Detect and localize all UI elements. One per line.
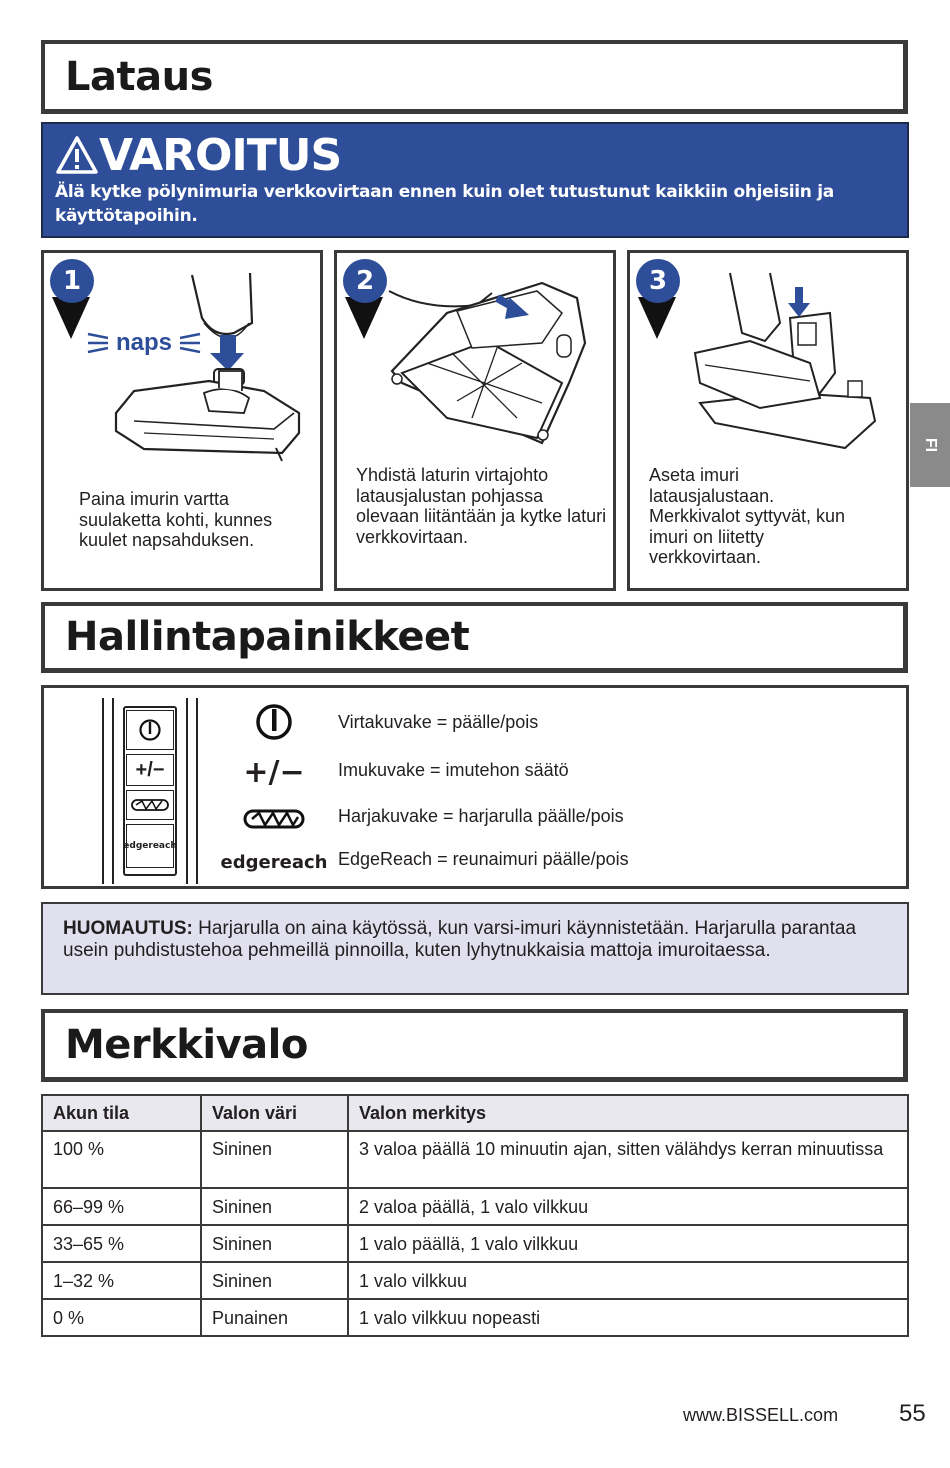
control-icon <box>224 754 324 790</box>
column-header: Valon merkitys <box>348 1095 908 1131</box>
edgereach-icon: edgereach <box>220 851 328 873</box>
table-cell: 3 valoa päällä 10 minuutin ajan, sitten välähdys kerran minuutissa <box>348 1131 908 1188</box>
step-number: 1 <box>50 259 94 303</box>
warning-box <box>41 122 909 238</box>
indicator-light-table <box>41 1094 909 1337</box>
control-description: Virtakuvake = päälle/pois <box>338 712 539 732</box>
table-row <box>42 1225 908 1262</box>
table-header-row <box>42 1095 908 1131</box>
power-icon <box>254 702 294 742</box>
step-number: 3 <box>636 259 680 303</box>
control-description: Harjakuvake = harjarulla päälle/pois <box>338 806 624 826</box>
step-text: Paina imurin vartta suulaketta kohti, kunnes kuulet napsahduksen. <box>79 489 273 550</box>
step-1 <box>41 250 323 591</box>
section-title: Hallintapainikkeet <box>65 614 470 660</box>
sound-lines-right-icon <box>176 330 202 356</box>
footer-url: www.BISSELL.com <box>683 1405 839 1425</box>
brushroll-icon <box>243 807 305 831</box>
step-text: Aseta imuri latausjalustaan. Merkkivalot syttyvät, kun imuri on liitetty verkkovirtaan. <box>649 465 846 567</box>
step-text: Yhdistä laturin virtajohto latausjalustan pohjassa olevaan liitäntään ja kytke laturi verkkovirtaan. <box>356 465 607 547</box>
table-cell: Sininen <box>201 1131 348 1188</box>
table-cell: 100 % <box>42 1131 201 1188</box>
table-row <box>42 1188 908 1225</box>
section-header-lataus <box>41 40 908 114</box>
control-icon <box>220 848 328 876</box>
step-number: 2 <box>343 259 387 303</box>
suction-icon: +/− <box>243 754 305 790</box>
edgereach-button: edgereach <box>126 824 174 868</box>
table-row <box>42 1262 908 1299</box>
table-cell: 1–32 % <box>42 1262 201 1299</box>
table-cell: Sininen <box>201 1262 348 1299</box>
table-row <box>42 1299 908 1336</box>
section-header-merkkivalo <box>41 1009 908 1082</box>
naps-callout <box>86 329 202 357</box>
table-cell: 1 valo vilkkuu nopeasti <box>348 1299 908 1336</box>
page-number: 55 <box>899 1400 926 1427</box>
power-icon <box>138 718 162 742</box>
note-text: Harjarulla on aina käytössä, kun varsi-imuri käynnistetään. Harjarulla parantaa usein puhdistustehoa pehmeillä pinnoilla, kuten lyhytnukkaisia mattoja imuroitaessa. <box>63 918 857 961</box>
control-panel-illustration <box>102 698 198 884</box>
language-tab <box>910 403 950 487</box>
power-button <box>126 710 174 750</box>
control-description: EdgeReach = reunaimuri päälle/pois <box>338 849 629 869</box>
suction-button: +/− <box>126 754 174 786</box>
column-header: Valon väri <box>201 1095 348 1131</box>
control-icon <box>224 806 324 832</box>
warning-triangle-icon <box>55 135 99 175</box>
table-cell: 0 % <box>42 1299 201 1336</box>
step-2 <box>334 250 616 591</box>
table-cell: 1 valo päällä, 1 valo vilkkuu <box>348 1225 908 1262</box>
section-title: Lataus <box>65 53 213 100</box>
table-cell: Sininen <box>201 1188 348 1225</box>
section-title: Merkkivalo <box>65 1022 308 1068</box>
brushroll-button <box>126 790 174 820</box>
section-header-hallintapainikkeet <box>41 602 908 673</box>
control-icon <box>224 702 324 742</box>
sound-lines-left-icon <box>86 330 112 356</box>
table-cell: 2 valoa päällä, 1 valo vilkkuu <box>348 1188 908 1225</box>
table-cell: 1 valo vilkkuu <box>348 1262 908 1299</box>
controls-panel <box>41 685 909 889</box>
note-label: HUOMAUTUS: <box>63 918 193 939</box>
table-cell: Punainen <box>201 1299 348 1336</box>
column-header: Akun tila <box>42 1095 201 1131</box>
control-description: Imukuvake = imutehon säätö <box>338 760 569 780</box>
brushroll-icon <box>130 797 170 813</box>
naps-label: naps <box>116 329 173 356</box>
table-cell: 33–65 % <box>42 1225 201 1262</box>
table-cell: Sininen <box>201 1225 348 1262</box>
table-row <box>42 1131 908 1188</box>
step-3 <box>627 250 909 591</box>
note-box <box>41 902 909 995</box>
language-tab-label: FI <box>922 437 939 453</box>
table-cell: 66–99 % <box>42 1188 201 1225</box>
warning-text: Älä kytke pölynimuria verkkovirtaan ennen kuin olet tutustunut kaikkiin ohjeisiin ja käyttötapoihin. <box>55 182 834 226</box>
warning-title: VAROITUS <box>99 129 342 181</box>
